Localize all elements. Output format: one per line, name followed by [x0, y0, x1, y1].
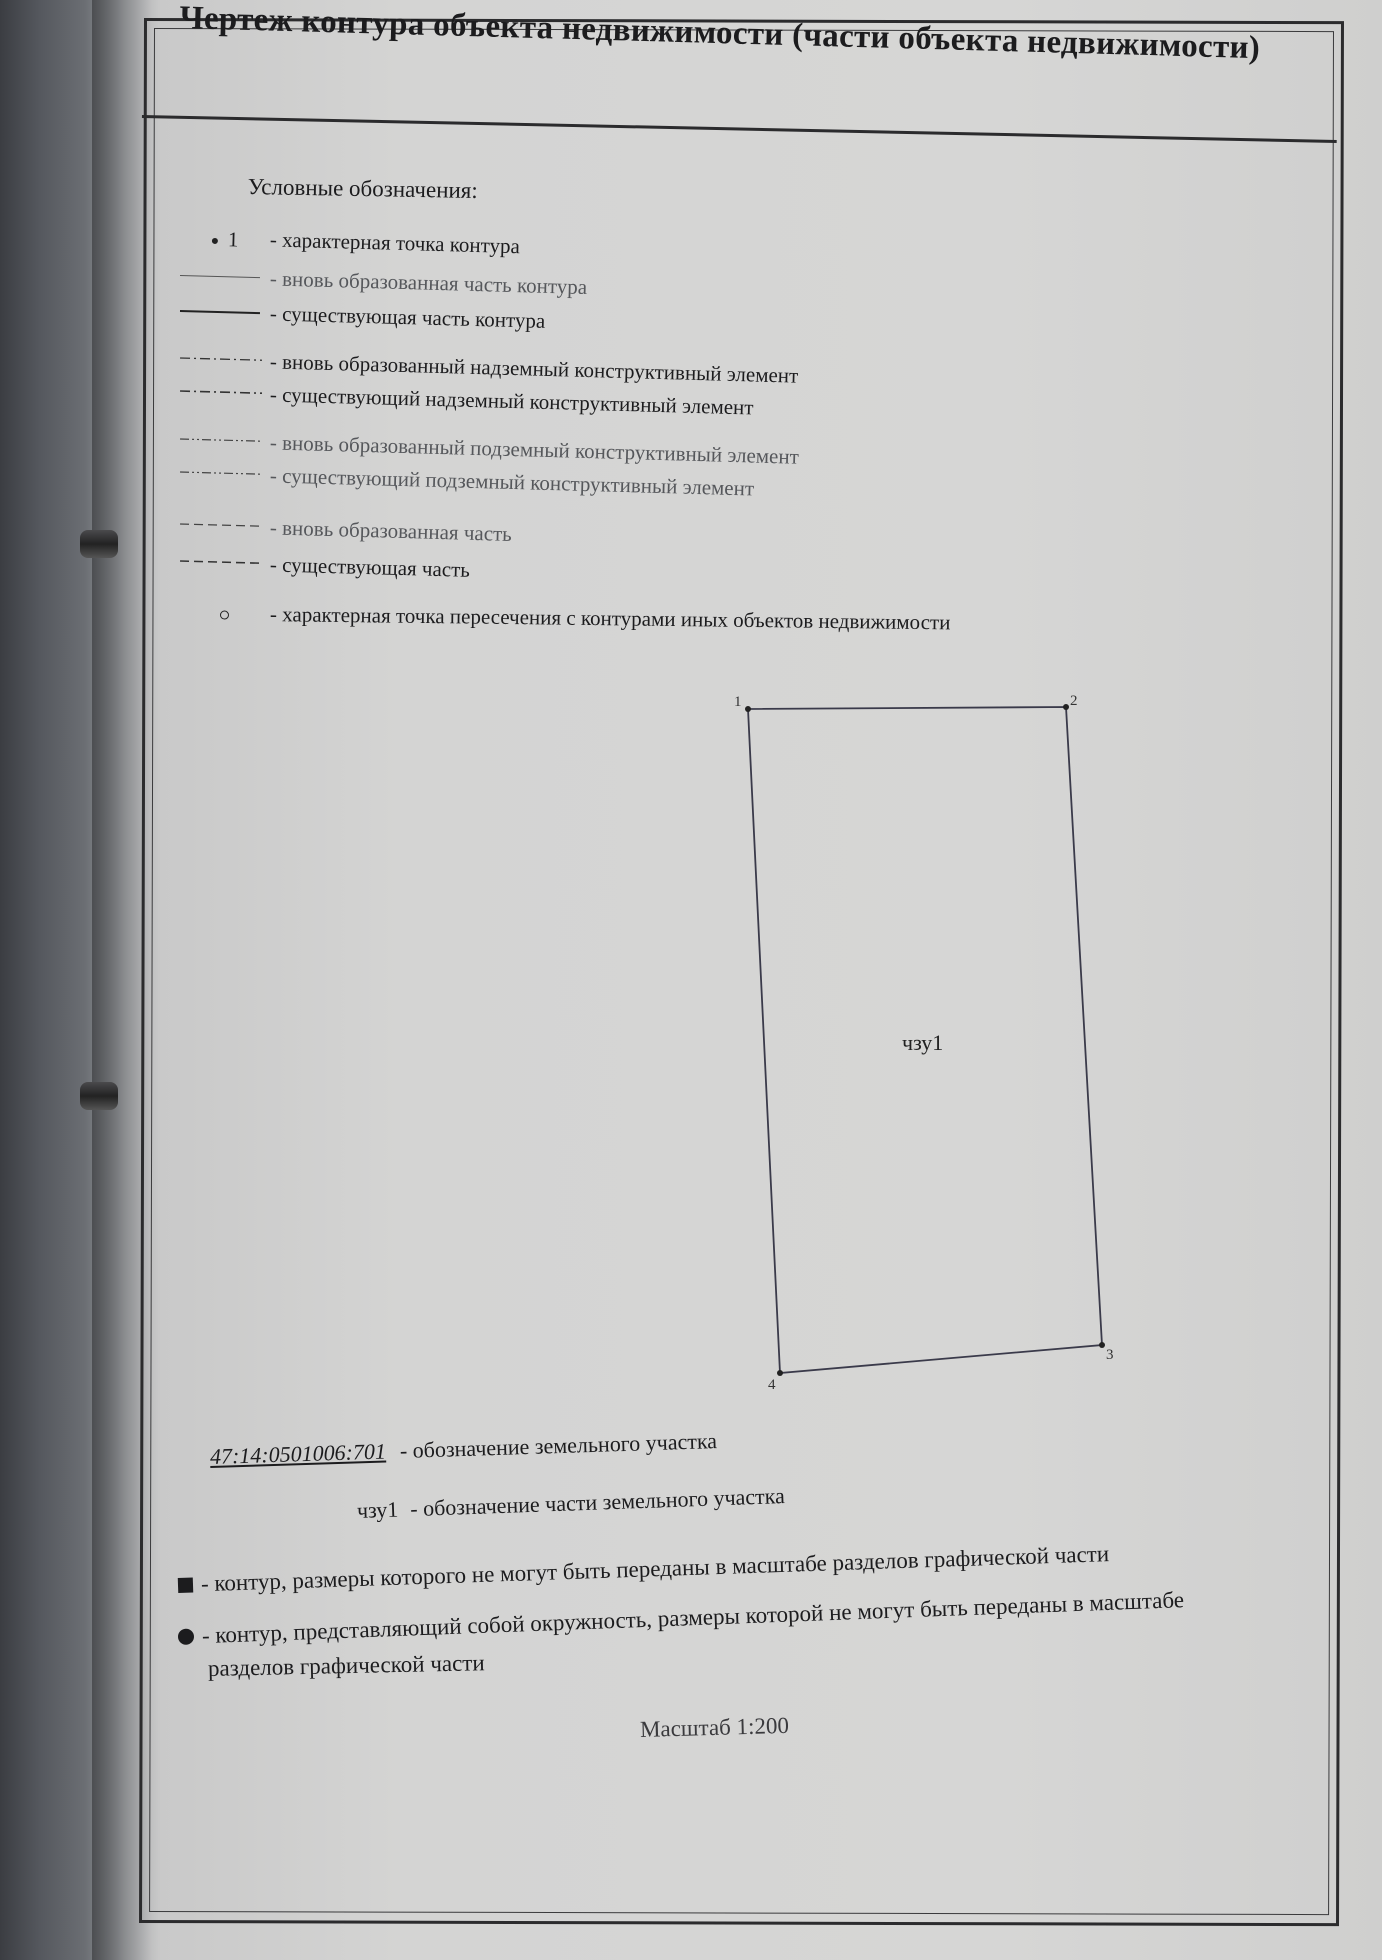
filled-circle-icon: [178, 1628, 195, 1645]
legend-text: - существующий подземный конструктивный элемент: [269, 463, 755, 501]
point-symbol: 1: [212, 227, 238, 228]
legend-text: - существующий надземный конструктивный элемент: [269, 382, 754, 420]
point-label-4: 4: [768, 1377, 776, 1393]
filled-square-icon: [178, 1578, 193, 1593]
legend-text: - вновь образованный подземный конструктивный элемент: [269, 430, 800, 469]
legend-text: - вновь образованная часть: [269, 515, 513, 546]
square-desc: - контур, размеры которого не могут быть переданы в масштабе разделов графической части: [200, 1541, 1110, 1597]
legend-text: - характерная точка контура: [269, 227, 521, 259]
contour-point-2: [1063, 704, 1069, 710]
contour-point-1: [745, 706, 751, 712]
document-title: Чертеж контура объекта недвижимости (части объекта недвижимости): [178, 0, 1261, 67]
legend-text: - существующая часть контура: [269, 301, 546, 333]
part-code: чзу1: [356, 1496, 399, 1523]
contour-point-3: [1099, 1342, 1105, 1348]
legend-text: - вновь образованная часть контура: [269, 266, 588, 300]
legend-text: - существующая часть: [269, 552, 471, 582]
parcel-code: 47:14:0501006:701: [209, 1438, 387, 1469]
legend-heading: Условные обозначения:: [247, 174, 479, 204]
part-label: чзу1: [902, 1030, 944, 1055]
point-label-2: 2: [1070, 693, 1078, 709]
circle-desc-line1: - контур, представляющий собой окружность, размеры которой не могут быть переданы в масштабе: [201, 1587, 1185, 1649]
part-desc: - обозначение части земельного участка: [409, 1483, 786, 1522]
document-sheet: [130, 0, 1382, 1960]
point-label-1: 1: [734, 694, 742, 710]
binder-clip-top: [80, 530, 118, 558]
legend-text: - характерная точка пересечения с контурами иных объектов недвижимости: [269, 602, 951, 635]
circle-desc-line2: разделов графической части: [207, 1650, 485, 1681]
parcel-desc: - обозначение земельного участка: [399, 1428, 718, 1464]
legend-text: - вновь образованный надземный конструктивный элемент: [269, 349, 799, 388]
scale-label: Масштаб 1:200: [639, 1712, 790, 1742]
contour-point-4: [777, 1370, 783, 1376]
point-label-3: 3: [1106, 1347, 1114, 1363]
binder-clip-middle: [80, 1082, 118, 1110]
